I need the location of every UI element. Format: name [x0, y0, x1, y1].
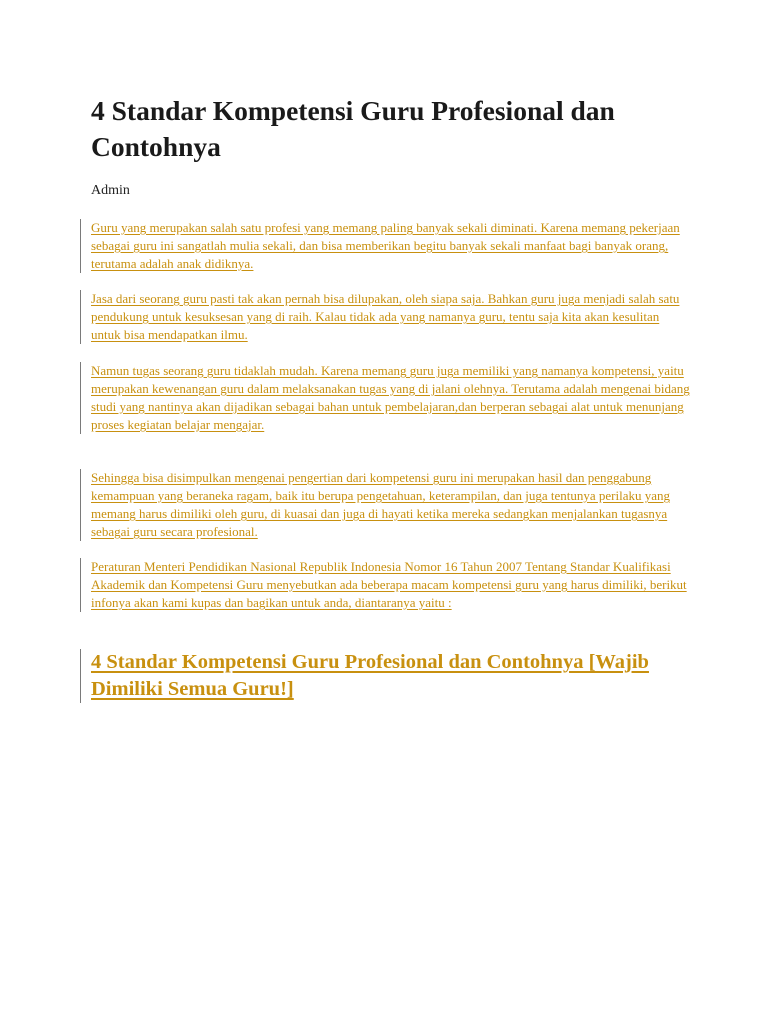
paragraph-4 [80, 469, 691, 541]
paragraph-2 [80, 290, 691, 344]
author-name: Admin [91, 183, 130, 198]
paragraph-4-link[interactable]: Sehingga bisa disimpulkan mengenai pengertian dari kompetensi guru ini merupakan hasil dan penggabung kemampuan yang beraneka ragam, baik itu berupa pengetahuan, keterampilan, dan juga tentunya perilaku yang memang harus dimiliki oleh guru, di kuasai dan juga di hayati ketika mereka sedangkan menjalankan tugasnya sebagai guru secara profesional. [91, 470, 670, 539]
paragraph-1-link[interactable]: Guru yang merupakan salah satu profesi yang memang paling banyak sekali diminati. Karena memang pekerjaan sebagai guru ini sangatlah mulia sekali, dan bisa memberikan begitu banyak sekali manfaat bagi banyak orang, terutama adalah anak didiknya. [91, 220, 680, 271]
paragraph-2-link[interactable]: Jasa dari seorang guru pasti tak akan pernah bisa dilupakan, oleh siapa saja. Bahkan guru juga menjadi salah satu pendukung untuk kesuksesan yang di raih. Kalau tidak ada yang namanya guru, tentu saja kita akan kesulitan untuk bisa mendapatkan ilmu. [91, 291, 680, 342]
paragraph-3 [80, 362, 691, 434]
paragraph-5-link[interactable]: Peraturan Menteri Pendidikan Nasional Republik Indonesia Nomor 16 Tahun 2007 Tentang Standar Kualifikasi Akademik dan Kompetensi Guru menyebutkan ada beberapa macam kompetensi guru yang harus dimiliki, berikut infonya akan kami kupas dan bagikan untuk anda, diantaranya yaitu : [91, 559, 687, 610]
paragraph-1 [80, 219, 691, 273]
section-heading [80, 649, 691, 703]
page-title: 4 Standar Kompetensi Guru Profesional dan Contohnya [91, 95, 615, 162]
paragraph-3-link[interactable]: Namun tugas seorang guru tidaklah mudah. Karena memang guru juga memiliki yang namanya kompetensi, yaitu merupakan kewenangan guru dalam melaksanakan tugas yang di jalani olehnya. Terutama adalah mengenai bidang studi yang nantinya akan dijadikan sebagai bahan untuk pembelajaran,dan berperan sebagai alat untuk menunjang proses kegiatan belajar mengajar. [91, 363, 690, 432]
section-heading-link[interactable]: 4 Standar Kompetensi Guru Profesional dan Contohnya [Wajib Dimiliki Semua Guru!] [91, 651, 649, 700]
paragraph-5 [80, 558, 691, 612]
